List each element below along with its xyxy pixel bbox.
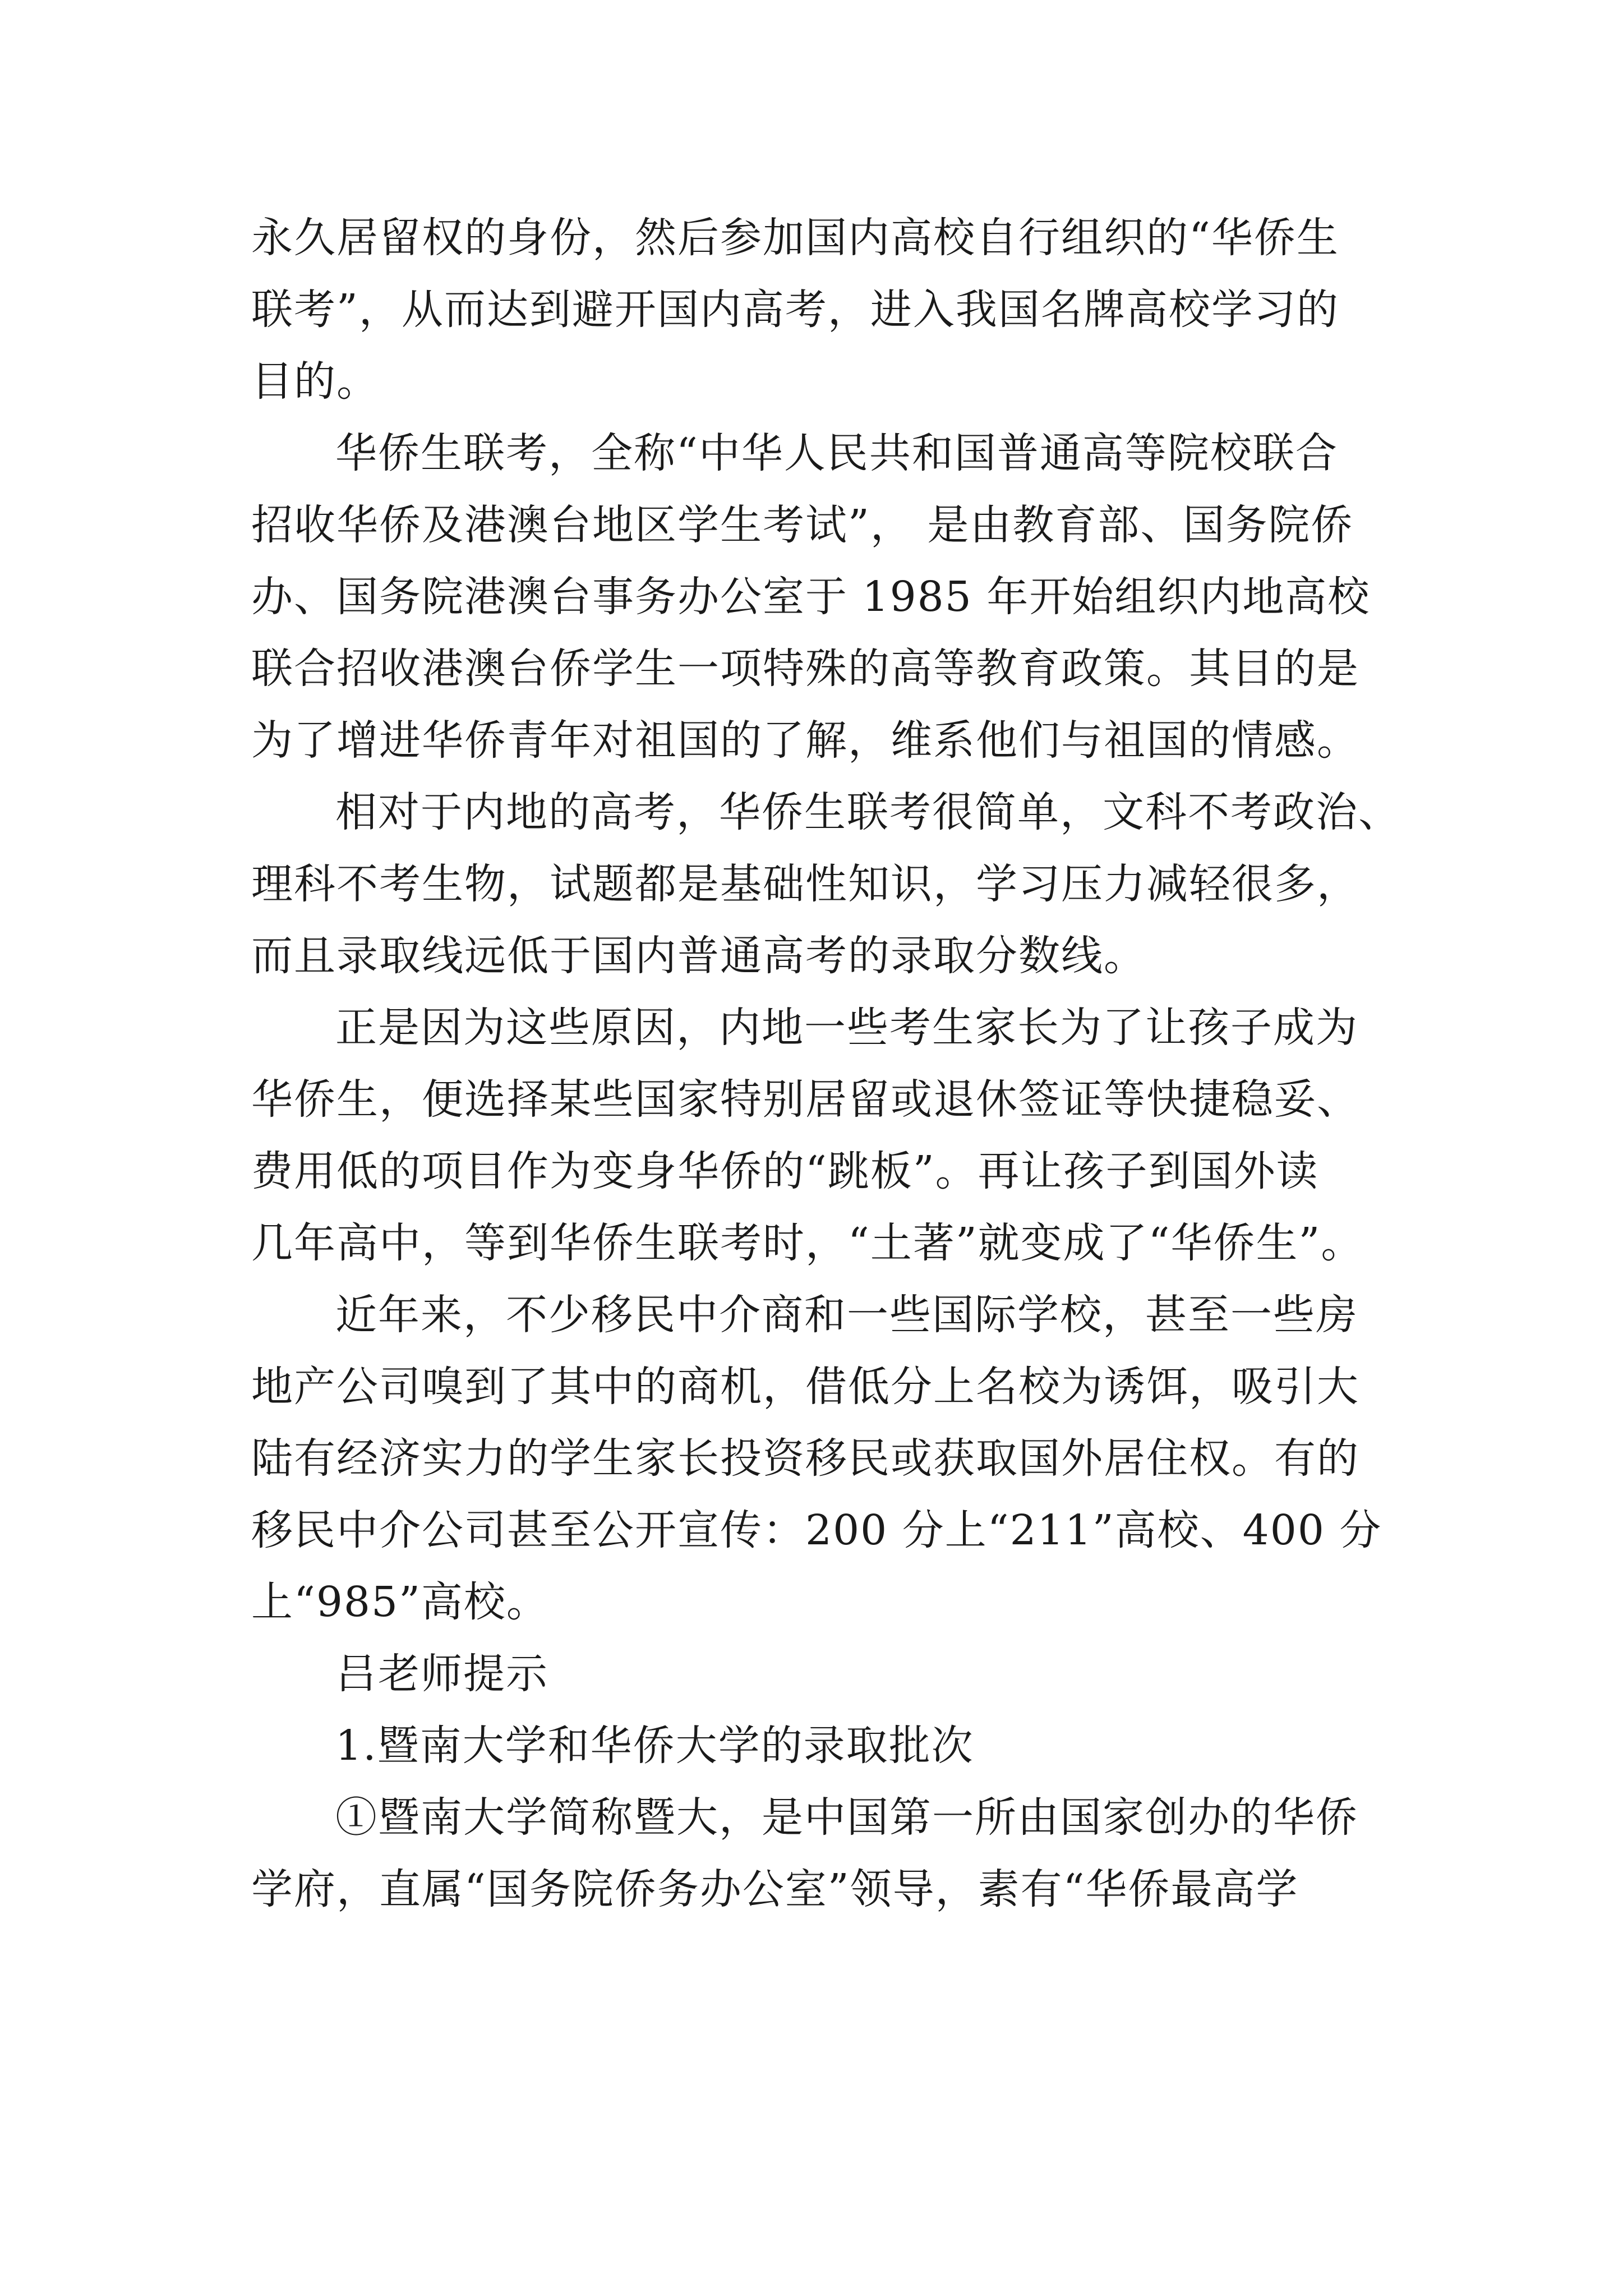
body-text xyxy=(251,202,1440,1925)
text-line: 华侨生联考，全称“中华人民共和国普通高等院校联合 xyxy=(335,429,1338,477)
text-line: 学府，直属“国务院侨务办公室”领导，素有“华侨最高学 xyxy=(251,1865,1299,1913)
text-line: 正是因为这些原因，内地一些考生家长为了让孩子成为 xyxy=(335,1004,1358,1052)
text-line: 相对于内地的高考，华侨生联考很简单，文科不考政治、 xyxy=(335,788,1401,836)
text-line: ①暨南大学简称暨大，是中国第一所由国家创办的华侨 xyxy=(335,1793,1358,1842)
text-line: 理科不考生物，试题都是基础性知识，学习压力减轻很多， xyxy=(251,860,1359,908)
text-line: 目的。 xyxy=(251,357,379,406)
text-line: 1.暨南大学和华侨大学的录取批次 xyxy=(335,1722,974,1770)
text-line: 联合招收港澳台侨学生一项特殊的高等教育政策。其目的是 xyxy=(251,645,1359,693)
text-line: 陆有经济实力的学生家长投资移民或获取国外居住权。有的 xyxy=(251,1434,1359,1483)
text-line: 上“985”高校。 xyxy=(251,1578,549,1626)
text-line: 而且录取线远低于国内普通高考的录取分数线。 xyxy=(251,932,1146,980)
text-line: 联考”，从而达到避开国内高考，进入我国名牌高校学习的 xyxy=(251,286,1339,334)
text-line: 地产公司嗅到了其中的商机，借低分上名校为诱饵，吸引大 xyxy=(251,1363,1359,1411)
text-line: 为了增进华侨青年对祖国的了解，维系他们与祖国的情感。 xyxy=(251,716,1359,765)
text-line: 费用低的项目作为变身华侨的“跳板”。再让孩子到国外读 xyxy=(251,1147,1319,1195)
text-line: 办、国务院港澳台事务办公室于 1985 年开始组织内地高校 xyxy=(251,573,1371,621)
text-line: 移民中介公司甚至公开宣传：200 分上“211”高校、400 分 xyxy=(251,1506,1382,1554)
text-line: 近年来，不少移民中介商和一些国际学校，甚至一些房 xyxy=(335,1291,1358,1339)
text-line: 几年高中，等到华侨生联考时，“土著”就变成了“华侨生”。 xyxy=(251,1219,1364,1267)
text-line: 华侨生，便选择某些国家特别居留或退休签证等快捷稳妥、 xyxy=(251,1075,1359,1124)
text-line: 吕老师提示 xyxy=(335,1650,548,1698)
text-line: 招收华侨及港澳台地区学生考试”， 是由教育部、国务院侨 xyxy=(251,501,1354,549)
text-line: 永久居留权的身份，然后参加国内高校自行组织的“华侨生 xyxy=(251,214,1339,262)
